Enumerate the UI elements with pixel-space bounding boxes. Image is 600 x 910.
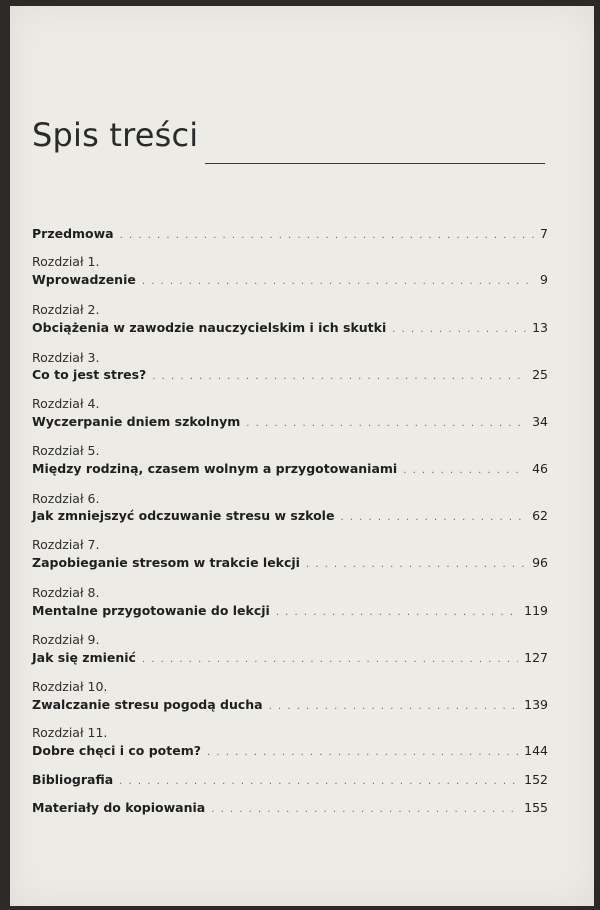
toc-entry-title: Między rodziną, czasem wolnym a przygotowaniami — [32, 461, 398, 476]
toc-chapter-label: Rozdział 11. — [32, 725, 108, 740]
dot-leader — [340, 512, 526, 523]
dot-leader — [403, 465, 526, 476]
toc-entry-title: Jak się zmienić — [32, 650, 136, 665]
toc-entry-chapter-10 — [32, 697, 548, 712]
toc-chapter-label: Rozdział 6. — [32, 491, 100, 506]
toc-entry-title: Jak zmniejszyć odczuwanie stresu w szkole — [32, 508, 335, 523]
toc-entry-page: 46 — [532, 461, 548, 476]
toc-entry-title: Zapobieganie stresom w trakcie lekcji — [32, 555, 300, 570]
dot-leader — [306, 559, 526, 570]
toc-entry-page: 7 — [540, 226, 548, 241]
toc-entry-chapter-5 — [32, 461, 548, 476]
toc-entry-page: 62 — [532, 508, 548, 523]
toc-entry-title: Co to jest stres? — [32, 367, 147, 382]
toc-chapter-label: Rozdział 7. — [32, 537, 100, 552]
toc-entry-page: 119 — [524, 603, 548, 618]
toc-entry-chapter-3 — [32, 367, 548, 382]
toc-entry-title: Wyczerpanie dniem szkolnym — [32, 414, 241, 429]
toc-entry-chapter-7 — [32, 555, 548, 570]
toc-entry-page: 96 — [532, 555, 548, 570]
toc-entry-chapter-8 — [32, 603, 548, 618]
title-rule — [205, 163, 545, 164]
toc-entry-title: Bibliografia — [32, 772, 114, 787]
toc-chapter-label: Rozdział 5. — [32, 443, 100, 458]
toc-entry-chapter-2 — [32, 320, 548, 335]
toc-chapter-label: Rozdział 4. — [32, 396, 100, 411]
toc-entry-page: 155 — [524, 800, 548, 815]
book-page — [10, 6, 594, 906]
toc-entry-materials — [32, 800, 548, 815]
dot-leader — [119, 776, 518, 787]
toc-entry-page: 139 — [524, 697, 548, 712]
page-title: Spis treści — [32, 116, 199, 154]
toc-entry-title: Mentalne przygotowanie do lekcji — [32, 603, 270, 618]
toc-chapter-label: Rozdział 3. — [32, 350, 100, 365]
dot-leader — [207, 747, 518, 758]
toc-chapter-label: Rozdział 10. — [32, 679, 108, 694]
toc-entry-title: Wprowadzenie — [32, 272, 136, 287]
toc-entry-chapter-6 — [32, 508, 548, 523]
dot-leader — [152, 371, 526, 382]
dot-leader — [276, 607, 518, 618]
toc-chapter-label: Rozdział 8. — [32, 585, 100, 600]
dot-leader — [142, 276, 534, 287]
toc-chapter-label: Rozdział 1. — [32, 254, 100, 269]
toc-entry-page: 127 — [524, 650, 548, 665]
toc-entry-page: 144 — [524, 743, 548, 758]
toc-entry-page: 9 — [540, 272, 548, 287]
toc-entry-page: 34 — [532, 414, 548, 429]
toc-entry-title: Materiały do kopiowania — [32, 800, 206, 815]
toc-entry-page: 152 — [524, 772, 548, 787]
dot-leader — [246, 418, 526, 429]
toc-entry-page: 25 — [532, 367, 548, 382]
toc-entry-bibliography — [32, 772, 548, 787]
toc-entry-page: 13 — [532, 320, 548, 335]
dot-leader — [392, 324, 526, 335]
toc-entry-chapter-4 — [32, 414, 548, 429]
toc-entry-chapter-9 — [32, 650, 548, 665]
toc-entry-title: Dobre chęci i co potem? — [32, 743, 201, 758]
toc-entry-title: Przedmowa — [32, 226, 114, 241]
dot-leader — [211, 804, 518, 815]
dot-leader — [120, 230, 534, 241]
toc-entry-chapter-11 — [32, 743, 548, 758]
toc-entry-title: Obciążenia w zawodzie nauczycielskim i ich skutki — [32, 320, 387, 335]
toc-entry-preface — [32, 226, 548, 241]
dot-leader — [269, 701, 519, 712]
toc-entry-title: Zwalczanie stresu pogodą ducha — [32, 697, 263, 712]
dot-leader — [142, 654, 518, 665]
toc-entry-chapter-1 — [32, 272, 548, 287]
toc-chapter-label: Rozdział 2. — [32, 302, 100, 317]
toc-chapter-label: Rozdział 9. — [32, 632, 100, 647]
